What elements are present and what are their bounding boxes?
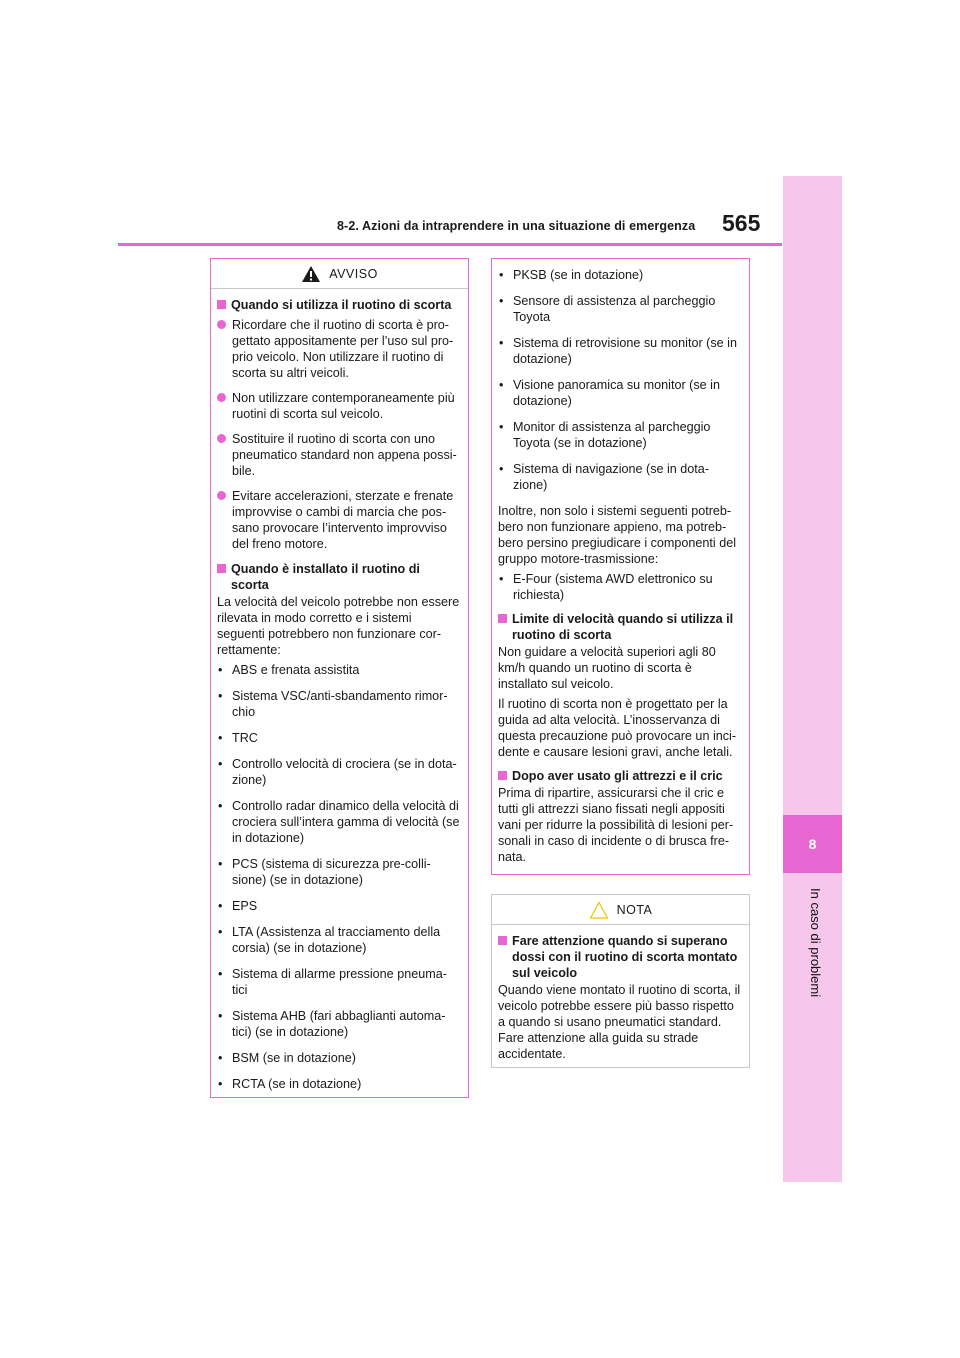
round-bullet-icon: [217, 434, 226, 443]
section-heading: Dopo aver usato gli attrezzi e il cric: [498, 768, 741, 784]
section-heading: Quando si utilizza il ruotino di scorta: [217, 297, 460, 313]
square-bullet-icon: [498, 771, 507, 780]
paragraph: Non guidare a velocità superiori agli 80 km/h quando un ruotino di scorta è installato sul veicolo.: [498, 645, 716, 691]
round-bullet-icon: [217, 320, 226, 329]
paragraph: Quando viene montato il ruotino di scorta, il veicolo potrebbe essere più basso rispetto a quando si usano pneumatici standard. Fare attenzione alla guida su strade accidentate.: [498, 983, 741, 1061]
round-bullet-icon: [217, 491, 226, 500]
paragraph: La velocità del veicolo potrebbe non essere rilevata in modo corretto e i sistemi seguenti potrebbero non funzionare cor-rettamente:: [217, 595, 460, 657]
list-item: • RCTA (se in dotazione): [218, 1077, 362, 1091]
list-item: • Sensore di assistenza al parcheggio Toyota: [499, 294, 716, 324]
warning-box-title: AVVISO: [329, 266, 378, 281]
list-item: • Controllo radar dinamico della velocità di crociera sull’intera gamma di velocità (se in dotazione): [218, 799, 460, 845]
list-item: • Controllo velocità di crociera (se in dota-zione): [218, 757, 457, 787]
list-item: • Sistema di navigazione (se in dota-zione): [499, 462, 710, 492]
round-bullet-icon: [217, 393, 226, 402]
list-item: • Sistema di allarme pressione pneuma-tici: [218, 967, 447, 997]
warning-box-header: [211, 259, 468, 289]
list-item: • LTA (Assistenza al tracciamento della corsia) (se in dotazione): [218, 925, 441, 955]
list-item: Evitare accelerazioni, sterzate e frenate improvvise o cambi di marcia che pos-sano provocare l’intervento improvviso del freno motore.: [217, 488, 460, 552]
page-number: 565: [722, 210, 761, 236]
warning-box-continued: [491, 258, 750, 875]
list-item: • Sistema di retrovisione su monitor (se in dotazione): [499, 336, 737, 366]
list-item: • ABS e frenata assistita: [218, 663, 360, 677]
warning-triangle-icon: [301, 265, 321, 283]
caution-triangle-icon: [589, 901, 609, 919]
list-item: • PKSB (se in dotazione): [499, 268, 644, 282]
section-heading: Fare attenzione quando si superano dossi con il ruotino di scorta montato sul veicolo: [498, 933, 741, 981]
chapter-side-tab: [783, 176, 842, 1182]
list-item: • EPS: [218, 899, 258, 913]
chapter-number-tab[interactable]: 8: [783, 815, 842, 873]
header-rule: [118, 243, 782, 246]
list-item: Ricordare che il ruotino di scorta è pro-gettato appositamente per l’uso sul pro-prio veicolo. Non utilizzare il ruotino di scorta su altri veicoli.: [217, 317, 460, 381]
list-item: • TRC: [218, 731, 258, 745]
paragraph: Inoltre, non solo i sistemi seguenti potreb-bero non funzionare appieno, ma potreb-bero persino pregiudicare i componenti del gruppo motore-trasmissione:: [498, 504, 737, 566]
square-bullet-icon: [217, 300, 226, 309]
list-item: • E-Four (sistema AWD elettronico su richiesta): [499, 572, 713, 602]
warning-box: [210, 258, 469, 1098]
square-bullet-icon: [498, 614, 507, 623]
list-item: • Visione panoramica su monitor (se in dotazione): [499, 378, 720, 408]
list-item: • BSM (se in dotazione): [218, 1051, 356, 1065]
list-item: Non utilizzare contemporaneamente più ruotini di scorta sul veicolo.: [217, 390, 460, 422]
note-box: [491, 894, 750, 1068]
section-heading: Quando è installato il ruotino di scorta: [217, 561, 460, 593]
section-heading: Limite di velocità quando si utilizza il ruotino di scorta: [498, 611, 741, 643]
list-item: Sostituire il ruotino di scorta con uno pneumatico standard non appena possi-bile.: [217, 431, 460, 479]
chapter-label: In caso di problemi: [808, 888, 823, 998]
paragraph: Prima di ripartire, assicurarsi che il cric e tutti gli attrezzi siano fissati negli appositi vani per ridurre la possibilità di lesioni per-sonali in caso di incidente o di brusca fre-nata.: [498, 786, 734, 864]
paragraph: Il ruotino di scorta non è progettato per la guida ad alta velocità. L’inosservanza di questa precauzione può provocare un inci-dente e causare lesioni gravi, anche letali.: [498, 697, 737, 759]
square-bullet-icon: [217, 564, 226, 573]
list-item: • Sistema VSC/anti-sbandamento rimor-chio: [218, 689, 448, 719]
list-item: • Monitor di assistenza al parcheggio Toyota (se in dotazione): [499, 420, 711, 450]
note-box-title: NOTA: [616, 902, 653, 917]
list-item: • PCS (sistema di sicurezza pre-colli-sione) (se in dotazione): [218, 857, 431, 887]
square-bullet-icon: [498, 936, 507, 945]
chapter-section-title: 8-2. Azioni da intraprendere in una situazione di emergenza: [337, 219, 696, 233]
list-item: • Sistema AHB (fari abbaglianti automa-tici) (se in dotazione): [218, 1009, 446, 1039]
note-box-header: [492, 895, 749, 925]
